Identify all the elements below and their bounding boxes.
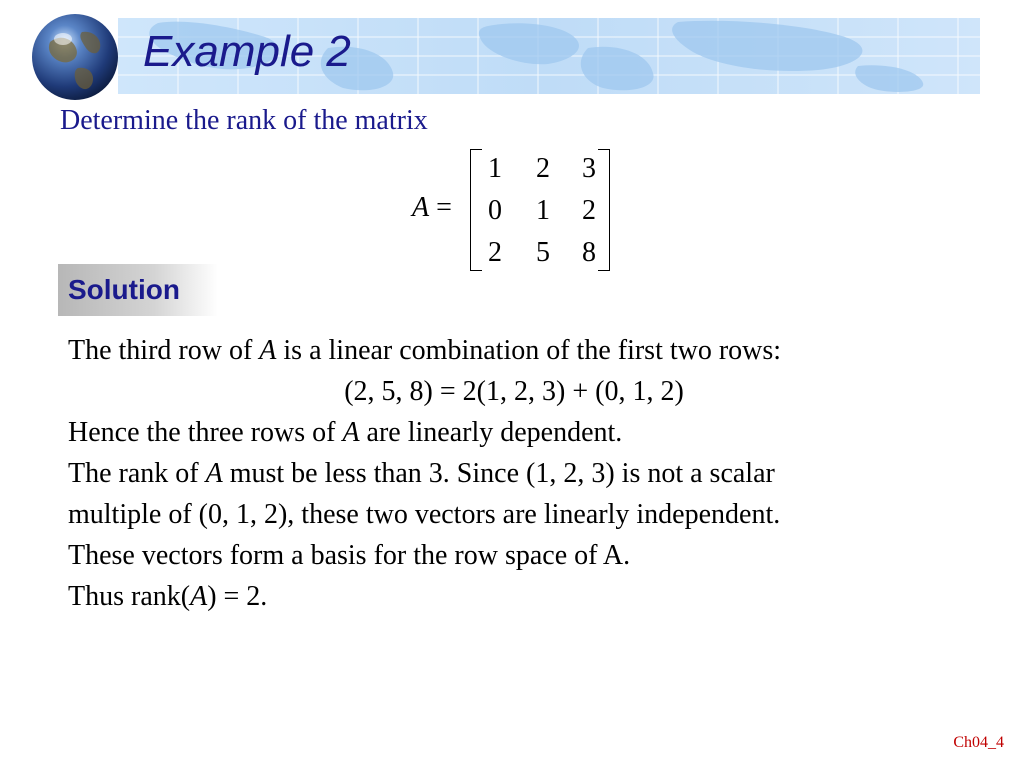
solution-line (68, 453, 968, 494)
matrix-cell: 1 (536, 195, 550, 226)
solution-text (68, 330, 968, 617)
equals-sign: = (436, 192, 452, 223)
text-run: must be less than 3. Since (1, 2, 3) is not a scalar (222, 458, 775, 489)
solution-line: These vectors form a basis for the row space of A. (68, 540, 631, 571)
math-variable: A (342, 417, 360, 448)
text-run: The rank of (68, 458, 206, 489)
text-run: Hence the three rows of (68, 417, 343, 448)
solution-line: multiple of (0, 1, 2), these two vectors are linearly independent. (68, 499, 781, 530)
text-run: ) = 2. (207, 581, 268, 612)
slide-number: Ch04_4 (953, 734, 1004, 751)
text-run: The third row of (68, 335, 260, 366)
math-variable: A (259, 335, 277, 366)
slide-title: Example 2 (143, 27, 351, 76)
matrix-cell: 2 (536, 153, 550, 184)
matrix-equation (412, 143, 632, 273)
math-variable: A (205, 458, 223, 489)
problem-statement: Determine the rank of the matrix (60, 105, 428, 136)
text-run: Thus rank( (68, 581, 191, 612)
matrix-lhs (412, 192, 452, 224)
solution-line (68, 330, 968, 371)
solution-line (68, 412, 968, 453)
matrix-cell: 1 (488, 153, 502, 184)
matrix-cell: 8 (582, 237, 596, 268)
matrix-cell: 5 (536, 237, 550, 268)
globe-icon (30, 12, 120, 102)
solution-line (68, 576, 968, 617)
matrix-cell: 3 (582, 153, 596, 184)
math-variable: A (190, 581, 208, 612)
text-run: is a linear combination of the first two rows: (276, 335, 782, 366)
matrix-variable: A (412, 192, 430, 223)
matrix-cell: 0 (488, 195, 502, 226)
matrix-cell: 2 (488, 237, 502, 268)
text-run: are linearly dependent. (359, 417, 623, 448)
solution-heading: Solution (68, 274, 180, 305)
matrix-cell: 2 (582, 195, 596, 226)
solution-equation: (2, 5, 8) = 2(1, 2, 3) + (0, 1, 2) (344, 376, 684, 407)
